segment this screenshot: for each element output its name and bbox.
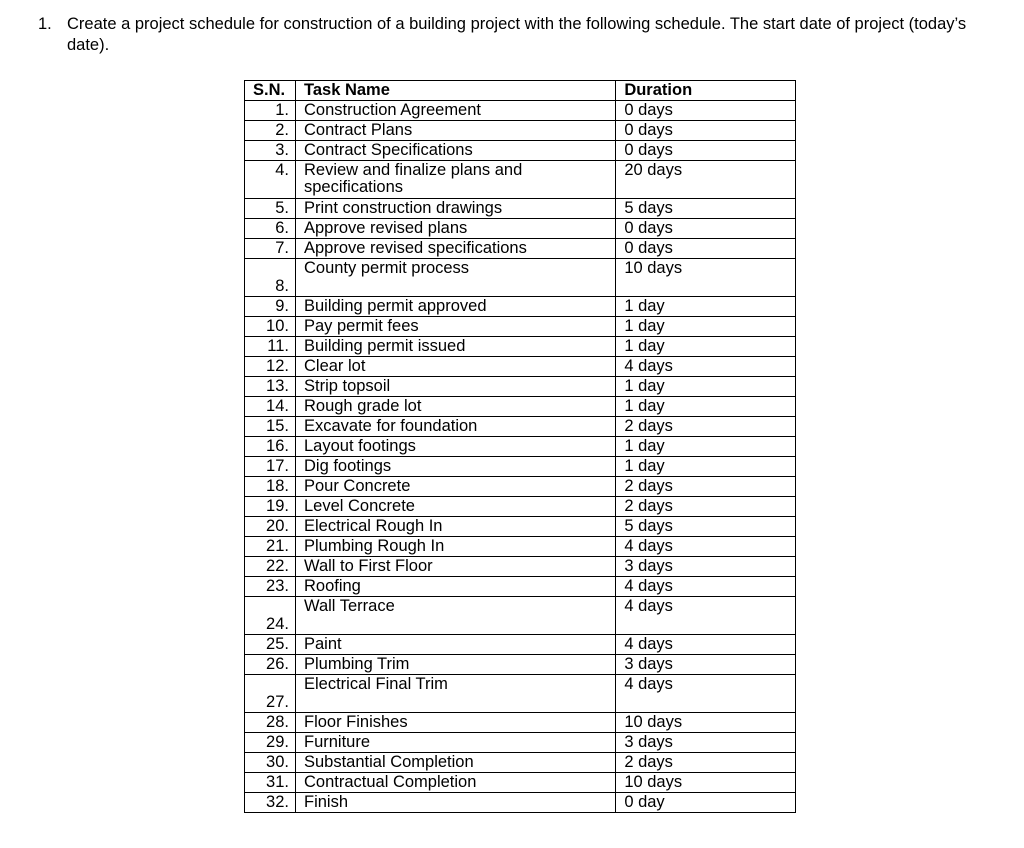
row-sn: 27.	[245, 675, 296, 713]
row-duration: 4 days	[616, 577, 796, 597]
row-task: Contract Specifications	[295, 141, 615, 161]
table-row	[245, 773, 796, 793]
row-duration: 3 days	[616, 655, 796, 675]
row-duration: 2 days	[616, 477, 796, 497]
schedule-table	[244, 80, 796, 813]
row-duration: 4 days	[616, 537, 796, 557]
table-row	[245, 537, 796, 557]
row-sn: 22.	[245, 557, 296, 577]
row-duration: 0 days	[616, 101, 796, 121]
table-row	[245, 793, 796, 813]
table-row	[245, 655, 796, 675]
table-row	[245, 437, 796, 457]
row-task: Substantial Completion	[295, 753, 615, 773]
row-sn: 32.	[245, 793, 296, 813]
table-row	[245, 219, 796, 239]
header-task-name: Task Name	[295, 81, 615, 101]
table-row	[245, 161, 796, 199]
row-duration: 10 days	[616, 713, 796, 733]
table-row	[245, 337, 796, 357]
header-sn: S.N.	[245, 81, 296, 101]
table-row	[245, 635, 796, 655]
row-sn: 1.	[245, 101, 296, 121]
row-duration: 1 day	[616, 297, 796, 317]
row-sn: 25.	[245, 635, 296, 655]
table-row	[245, 497, 796, 517]
row-duration: 20 days	[616, 161, 796, 199]
row-task: Wall Terrace	[295, 597, 615, 635]
row-sn: 7.	[245, 239, 296, 259]
row-task: Dig footings	[295, 457, 615, 477]
row-sn: 9.	[245, 297, 296, 317]
row-task: Contractual Completion	[295, 773, 615, 793]
row-duration: 4 days	[616, 597, 796, 635]
row-task: Pay permit fees	[295, 317, 615, 337]
row-sn: 15.	[245, 417, 296, 437]
row-task: Finish	[295, 793, 615, 813]
row-sn: 26.	[245, 655, 296, 675]
row-sn: 18.	[245, 477, 296, 497]
row-task: Plumbing Trim	[295, 655, 615, 675]
row-sn: 5.	[245, 199, 296, 219]
row-task: Print construction drawings	[295, 199, 615, 219]
row-task: Review and finalize plans and specifications	[295, 161, 615, 199]
row-sn: 6.	[245, 219, 296, 239]
row-duration: 0 day	[616, 793, 796, 813]
table-row	[245, 753, 796, 773]
table-row	[245, 557, 796, 577]
row-duration: 5 days	[616, 199, 796, 219]
row-task: Electrical Rough In	[295, 517, 615, 537]
row-task: Clear lot	[295, 357, 615, 377]
row-duration: 2 days	[616, 417, 796, 437]
row-task: Approve revised plans	[295, 219, 615, 239]
table-row	[245, 317, 796, 337]
row-task: Plumbing Rough In	[295, 537, 615, 557]
row-task: Pour Concrete	[295, 477, 615, 497]
table-row	[245, 239, 796, 259]
row-task: Building permit approved	[295, 297, 615, 317]
table-row	[245, 713, 796, 733]
table-header-row	[245, 81, 796, 101]
row-task: Rough grade lot	[295, 397, 615, 417]
row-sn: 13.	[245, 377, 296, 397]
row-sn: 3.	[245, 141, 296, 161]
row-duration: 0 days	[616, 239, 796, 259]
table-row	[245, 101, 796, 121]
table-row	[245, 297, 796, 317]
row-duration: 0 days	[616, 141, 796, 161]
row-task: Wall to First Floor	[295, 557, 615, 577]
row-sn: 30.	[245, 753, 296, 773]
row-task: Floor Finishes	[295, 713, 615, 733]
row-duration: 3 days	[616, 733, 796, 753]
table-row	[245, 417, 796, 437]
row-duration: 1 day	[616, 457, 796, 477]
row-task: Paint	[295, 635, 615, 655]
row-sn: 28.	[245, 713, 296, 733]
row-duration: 4 days	[616, 635, 796, 655]
table-row	[245, 259, 796, 297]
question-text: Create a project schedule for construction of a building project with the following schedule. The start date of project (today’s date).	[67, 15, 967, 54]
row-sn: 20.	[245, 517, 296, 537]
row-task: Excavate for foundation	[295, 417, 615, 437]
table-row	[245, 477, 796, 497]
row-duration: 0 days	[616, 121, 796, 141]
row-duration: 0 days	[616, 219, 796, 239]
row-duration: 4 days	[616, 675, 796, 713]
row-sn: 23.	[245, 577, 296, 597]
row-duration: 2 days	[616, 753, 796, 773]
row-sn: 19.	[245, 497, 296, 517]
table-row	[245, 141, 796, 161]
row-sn: 12.	[245, 357, 296, 377]
table-row	[245, 397, 796, 417]
table-row	[245, 121, 796, 141]
row-sn: 2.	[245, 121, 296, 141]
table-row	[245, 675, 796, 713]
row-task: Contract Plans	[295, 121, 615, 141]
row-sn: 29.	[245, 733, 296, 753]
row-sn: 31.	[245, 773, 296, 793]
row-task: Level Concrete	[295, 497, 615, 517]
row-sn: 21.	[245, 537, 296, 557]
row-sn: 14.	[245, 397, 296, 417]
row-task: Electrical Final Trim	[295, 675, 615, 713]
table-row	[245, 457, 796, 477]
header-duration: Duration	[616, 81, 796, 101]
row-sn: 4.	[245, 161, 296, 199]
row-duration: 2 days	[616, 497, 796, 517]
row-sn: 17.	[245, 457, 296, 477]
row-sn: 24.	[245, 597, 296, 635]
row-task: Building permit issued	[295, 337, 615, 357]
row-duration: 1 day	[616, 337, 796, 357]
row-task: Layout footings	[295, 437, 615, 457]
question-number: 1.	[38, 15, 52, 33]
row-duration: 1 day	[616, 437, 796, 457]
table-row	[245, 597, 796, 635]
row-duration: 3 days	[616, 557, 796, 577]
table-row	[245, 199, 796, 219]
row-sn: 10.	[245, 317, 296, 337]
row-duration: 10 days	[616, 773, 796, 793]
table-row	[245, 377, 796, 397]
table-row	[245, 733, 796, 753]
row-task: Roofing	[295, 577, 615, 597]
table-row	[245, 517, 796, 537]
row-sn: 11.	[245, 337, 296, 357]
row-task: County permit process	[295, 259, 615, 297]
question	[38, 14, 998, 56]
row-duration: 1 day	[616, 377, 796, 397]
row-duration: 1 day	[616, 317, 796, 337]
row-duration: 10 days	[616, 259, 796, 297]
row-task: Strip topsoil	[295, 377, 615, 397]
row-task: Furniture	[295, 733, 615, 753]
row-duration: 4 days	[616, 357, 796, 377]
row-duration: 1 day	[616, 397, 796, 417]
row-duration: 5 days	[616, 517, 796, 537]
row-sn: 16.	[245, 437, 296, 457]
table-row	[245, 357, 796, 377]
row-task: Approve revised specifications	[295, 239, 615, 259]
table-row	[245, 577, 796, 597]
row-task: Construction Agreement	[295, 101, 615, 121]
row-sn: 8.	[245, 259, 296, 297]
